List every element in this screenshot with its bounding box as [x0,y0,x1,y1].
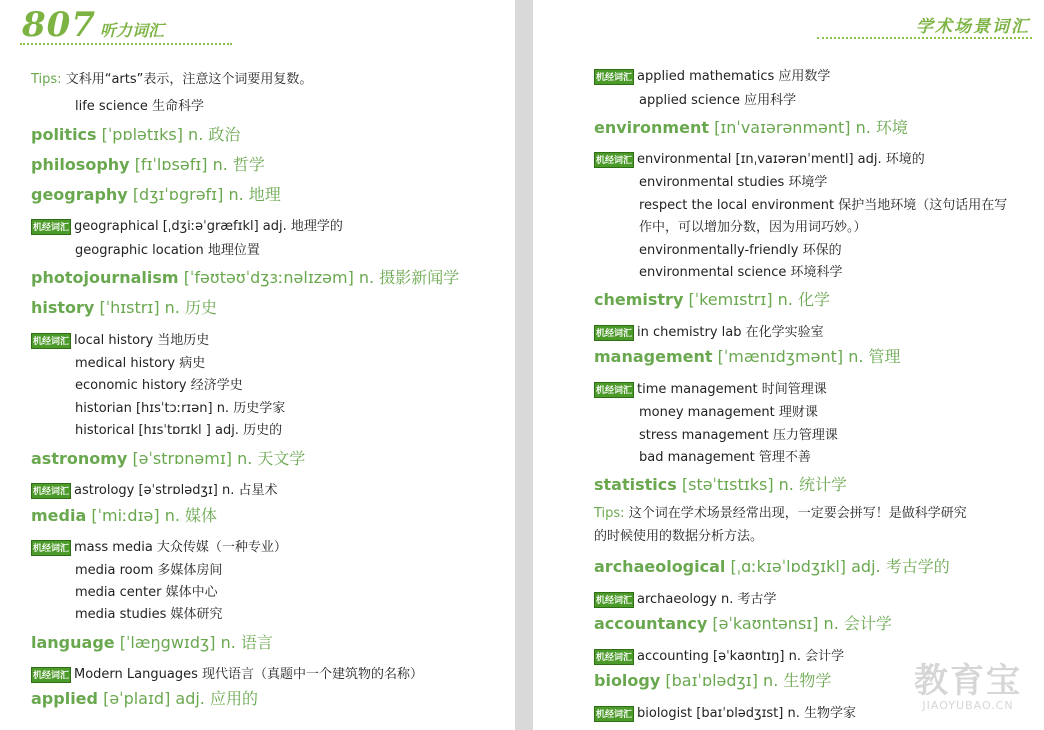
headword: politics [31,125,97,144]
headword: photojournalism [31,268,179,287]
badge-icon: 机经词汇 [594,649,634,665]
badge-icon: 机经词汇 [594,592,634,608]
header-rule [817,37,1032,39]
environment-ext-2: environmental studies 环境学 [639,175,828,190]
watermark-en: JIAOYUBAO.CN [922,699,1014,712]
applied-ext-2: applied science 应用科学 [639,93,797,108]
tips-label: Tips: [31,72,62,87]
watermark-cn: 教育宝 [914,661,1022,701]
entry-history [31,295,217,318]
management-ext-4: bad management 管理不善 [639,450,811,465]
badge-icon: 机经词汇 [594,706,634,722]
definition: [ˈhɪstrɪ] n. 历史 [99,298,217,317]
brand-title: 听力词汇 [99,21,164,40]
history-ext-5: historical [hɪsˈtɒrɪkl ] adj. 历史的 [75,423,283,438]
management-ext-2: money management 理财课 [639,405,818,420]
media-ext-2: media room 多媒体房间 [75,563,223,578]
headword: accountancy [594,614,708,633]
definition: [ˈlæŋgwɪdʒ] n. 语言 [119,633,273,652]
entry-biology [594,668,831,691]
headword: astronomy [31,449,128,468]
definition: [stəˈtɪstɪks] n. 统计学 [681,475,847,494]
headword: environment [594,118,709,137]
environment-ext-5: environmentally-friendly 环保的 [639,243,842,258]
definition: [dʒɪˈɒgrəfɪ] n. 地理 [132,185,281,204]
environment-ext-3: respect the local environment 保护当地环境（这句话用在写 [639,198,1008,213]
header-rule [20,43,232,45]
language-ext-1: 机经词汇 Modern Languages 现代语言（真题中一个建筑物的名称） [32,667,423,682]
definition: [baɪˈɒlədʒɪ] n. 生物学 [665,671,832,690]
geography-ext-2: geographic location 地理位置 [75,243,260,258]
entry-applied [31,686,258,709]
entry-geography [31,182,281,205]
definition: [ˈmiːdɪə] n. 媒体 [91,506,218,525]
headword: archaeological [594,557,726,576]
watermark-logo [914,663,1022,712]
right-page [533,0,1044,730]
environment-ext-1: 机经词汇 environmental [ɪnˌvaɪərənˈmentl] adj. 环境的 [595,152,925,167]
media-ext-4: media studies 媒体研究 [75,607,223,622]
statistics-tips-2: 的时候使用的数据分析方法。 [594,529,764,544]
left-page [0,0,515,730]
management-ext-1: 机经词汇 time management 时间管理课 [595,382,827,397]
applied-ext-1: 机经词汇 applied mathematics 应用数学 [595,69,831,84]
management-ext-3: stress management 压力管理课 [639,428,838,443]
environment-ext-4: 作中，可以增加分数，因为用词巧妙。） [639,220,867,235]
tips-text: 文科用“arts”表示，注意这个词要用复数。 [65,72,313,87]
geography-ext-1: 机经词汇 geographical [ˌdʒiːəˈgræfɪkl] adj. 地理学的 [32,219,343,234]
definition: [ˌɑːkɪəˈlɒdʒɪkl] adj. 考古学的 [730,557,950,576]
definition: [ˈfəʊtəʊˈdʒɜːnəlɪzəm] n. 摄影新闻学 [183,268,460,287]
accountancy-ext-1: 机经词汇 accounting [əˈkaʊntɪŋ] n. 会计学 [595,649,845,664]
entry-philosophy [31,152,265,175]
history-ext-4: historian [hɪsˈtɔːrɪən] n. 历史学家 [75,401,286,416]
environment-ext-6: environmental science 环境科学 [639,265,843,280]
badge-icon: 机经词汇 [31,540,71,556]
headword: chemistry [594,290,684,309]
definition: [ˈpɒlətɪks] n. 政治 [101,125,241,144]
history-ext-3: economic history 经济学史 [75,378,243,393]
headword: history [31,298,95,317]
media-ext-1: 机经词汇 mass media 大众传媒（一种专业） [32,540,287,555]
badge-icon: 机经词汇 [31,483,71,499]
headword: statistics [594,475,677,494]
definition: [əˈstrɒnəmɪ] n. 天文学 [132,449,306,468]
definition: [ˈmænɪdʒmənt] n. 管理 [717,347,901,366]
entry-media [31,503,217,526]
badge-icon: 机经词汇 [31,333,71,349]
badge-icon: 机经词汇 [594,325,634,341]
headword: philosophy [31,155,130,174]
tips-example: life science 生命科学 [75,99,204,114]
entry-politics [31,122,240,145]
entry-astronomy [31,446,305,469]
headword: applied [31,689,98,708]
badge-icon: 机经词汇 [594,152,634,168]
headword: biology [594,671,661,690]
badge-icon: 机经词汇 [594,69,634,85]
brand-header [22,5,164,45]
entry-chemistry [594,287,830,310]
definition: [fɪˈlɒsəfɪ] n. 哲学 [134,155,265,174]
history-ext-1: 机经词汇 local history 当地历史 [32,333,210,348]
entry-photojournalism [31,265,459,288]
tips-line [31,68,312,87]
definition: [əˈkaʊntənsɪ] n. 会计学 [712,614,892,633]
tips-label: Tips: [594,506,625,521]
chemistry-ext-1: 机经词汇 in chemistry lab 在化学实验室 [595,325,824,340]
definition: [əˈplaɪd] adj. 应用的 [103,689,258,708]
badge-icon: 机经词汇 [31,667,71,683]
entry-accountancy [594,611,892,634]
history-ext-2: medical history 病史 [75,356,206,371]
tips-text: 这个词在学术场景经常出现，一定要会拼写！是做科学研究 [628,506,967,521]
entry-management [594,344,901,367]
badge-icon: 机经词汇 [31,219,71,235]
headword: geography [31,185,128,204]
entry-language [31,630,273,653]
entry-statistics [594,472,847,495]
headword: language [31,633,115,652]
page-title: 学术场景词汇 [916,17,1030,37]
entry-archaeological [594,554,950,577]
statistics-tips [594,502,967,521]
brand-number: 807 [22,5,96,45]
entry-environment [594,115,908,138]
archaeological-ext-1: 机经词汇 archaeology n. 考古学 [595,592,777,607]
badge-icon: 机经词汇 [594,382,634,398]
headword: management [594,347,713,366]
headword: media [31,506,87,525]
astronomy-ext-1: 机经词汇 astrology [əˈstrɒlədʒɪ] n. 占星术 [32,483,278,498]
biology-ext-1: 机经词汇 biologist [baɪˈɒlədʒɪst] n. 生物学家 [595,706,856,721]
definition: [ˈkemɪstrɪ] n. 化学 [688,290,830,309]
definition: [ɪnˈvaɪərənmənt] n. 环境 [714,118,908,137]
media-ext-3: media center 媒体中心 [75,585,218,600]
